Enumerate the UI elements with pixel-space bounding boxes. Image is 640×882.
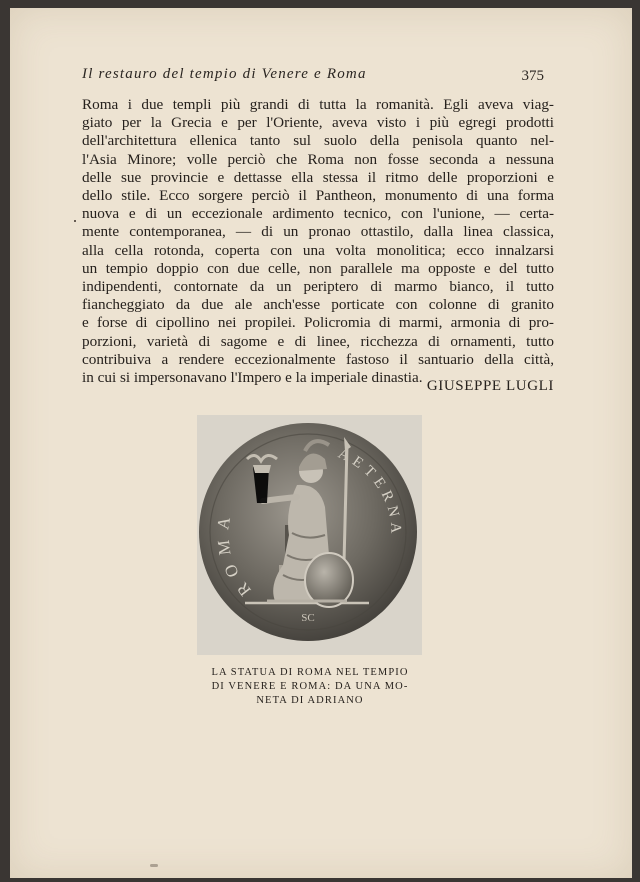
text-line: fiancheggiato da due ale anch'esse porticate con colonne di granito: [82, 296, 554, 314]
coin-exergue: SC: [301, 612, 315, 624]
coin-legend-right: ETERNA: [349, 453, 404, 539]
text-line: un tempio doppio con due celle, non parallele ma opposte e del tutto: [82, 259, 554, 277]
article-body: [82, 96, 554, 387]
text-line: e forse di cipollino nei propilei. Policromia di marmi, armonia di pro-: [82, 314, 554, 332]
text-line: giato per la Grecia e per l'Oriente, aveva visto i più egregi prodotti: [82, 114, 554, 132]
book-page: [10, 8, 632, 878]
text-line: mente contemporanea, — di un pronao ottastilo, dalla linea classica,: [82, 223, 554, 241]
text-line: porzioni, varietà di sagome e di linee, ricchezza di ornamenti, tutto: [82, 332, 554, 350]
margin-speck: [74, 220, 76, 222]
text-line: Roma i due templi più grandi di tutta la romanità. Egli aveva viag-: [82, 96, 554, 113]
page-number: 375: [521, 68, 544, 84]
paper-smudge: [150, 864, 158, 867]
text-line: in cui si impersonavano l'Impero e la imperiale dinastia.: [82, 369, 423, 387]
text-line: dell'architettura ellenica tanto sul suolo della penisola quanto nel-: [82, 132, 554, 150]
caption-line: LA STATUA DI ROMA NEL TEMPIO: [211, 667, 409, 678]
caption-line: DI VENERE E ROMA: DA UNA MO-: [211, 681, 409, 692]
text-line: alla cella rotonda, coperta con una volta monolitica; ecco innalzarsi: [82, 241, 554, 259]
author-signature: GIUSEPPE LUGLI: [426, 378, 554, 394]
text-line: indipendenti, contornate da un periptero di marmo bianco, il tutto: [82, 278, 554, 296]
figure-caption: [190, 666, 430, 708]
coin-legend-left: ROMA: [212, 506, 255, 600]
text-line: dello stile. Ecco sorgere perciò il Pantheon, monumento di una forma: [82, 187, 554, 205]
running-title: Il restauro del tempio di Venere e Roma: [82, 66, 367, 82]
caption-line: NETA DI ADRIANO: [256, 695, 364, 706]
text-line: nuova e di un eccezionale ardimento tecnico, con l'unione, — certa-: [82, 205, 554, 223]
shield-shape: [305, 553, 353, 607]
text-line: l'Asia Minore; volle perciò che Roma non fosse seconda a nessuna: [82, 150, 554, 168]
text-line: delle sue provincie e dettasse ella stessa il ritmo delle proporzioni e: [82, 168, 554, 186]
text-line: contribuiva a rendere eccezionalmente fastoso il santuario della città,: [82, 350, 554, 368]
coin-photograph: [197, 415, 422, 655]
